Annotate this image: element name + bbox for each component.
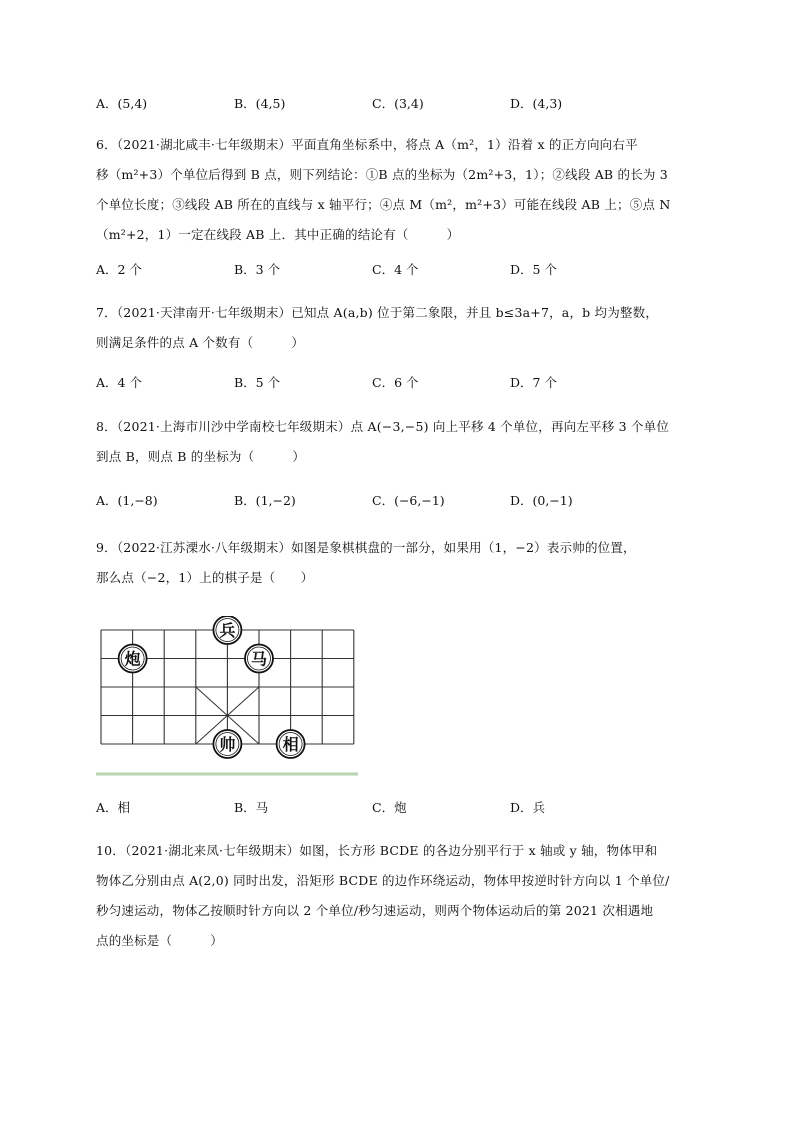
q9-option-c[interactable]: C．炮: [372, 800, 407, 815]
q5-option-d[interactable]: D．(4,3): [510, 96, 563, 111]
q7-line-2: 则满足条件的点 A 个数有（ ）: [96, 335, 305, 350]
q6-line-2: 移（m²+3）个单位后得到 B 点，则下列结论：①B 点的坐标为（2m²+3，1）；②线段 AB 的长为 3: [96, 167, 668, 182]
question-8: [96, 412, 710, 472]
q7-line-1: 7．（2021·天津南开·七年级期末）已知点 A(a,b) 位于第二象限，并且 b≤3a+7，a，b 均为整数，: [96, 305, 659, 320]
q6-line-4: （m²+2，1）一定在线段 AB 上．其中正确的结论有（ ）: [96, 227, 460, 242]
q10-line-2: 物体乙分别由点 A(2,0) 同时出发，沿矩形 BCDE 的边作环绕运动，物体甲按逆时针方向以 1 个单位/: [96, 873, 670, 888]
q8-option-b[interactable]: B．(1,−2): [234, 493, 296, 508]
q7-option-b[interactable]: B．5 个: [234, 375, 281, 390]
question-7: [96, 298, 710, 358]
q7-option-d[interactable]: D．7 个: [510, 375, 557, 390]
q6-option-c[interactable]: C．4 个: [372, 262, 419, 277]
chess-piece-label: 相: [282, 735, 299, 754]
chess-piece-label: 炮: [124, 649, 141, 669]
q10-line-1: 10．（2021·湖北来凤·七年级期末）如图，长方形 BCDE 的各边分别平行于 x 轴或 y 轴，物体甲和: [96, 843, 658, 858]
q5-option-b[interactable]: B．(4,5): [234, 96, 286, 111]
question-9: [96, 533, 710, 593]
q10-line-3: 秒匀速运动，物体乙按顺时针方向以 2 个单位/秒匀速运动，则两个物体运动后的第 2021 次相遇地: [96, 903, 654, 918]
q6-line-3: 个单位长度；③线段 AB 所在的直线与 x 轴平行；④点 M（m²，m²+3）可能在线段 AB 上；⑤点 N: [96, 197, 671, 212]
q9-option-b[interactable]: B．马: [234, 800, 269, 815]
q8-option-a[interactable]: A．(1,−8): [96, 493, 158, 508]
q7-option-c[interactable]: C．6 个: [372, 375, 419, 390]
q6-line-1: 6．（2021·湖北咸丰·七年级期末）平面直角坐标系中，将点 A（m²，1）沿着 x 的正方向向右平: [96, 137, 638, 152]
q8-option-d[interactable]: D．(0,−1): [510, 493, 573, 508]
q8-line-2: 到点 B，则点 B 的坐标为（ ）: [96, 449, 306, 464]
chess-piece-label: 马: [250, 649, 268, 669]
q6-option-b[interactable]: B．3 个: [234, 262, 281, 277]
q9-option-a[interactable]: A．相: [96, 800, 131, 815]
q7-option-a[interactable]: A．4 个: [96, 375, 142, 390]
question-10: [96, 836, 710, 956]
q5-option-a[interactable]: A．(5,4): [96, 96, 148, 111]
xiangqi-board-figure: [96, 616, 358, 778]
chess-piece-label: 兵: [219, 621, 236, 640]
q8-line-1: 8．（2021·上海市川沙中学南校七年级期末）点 A(−3,−5) 向上平移 4 个单位，再向左平移 3 个单位: [96, 419, 670, 434]
q9-line-2: 那么点（−2，1）上的棋子是（ ）: [96, 570, 314, 585]
q9-line-1: 9．（2022·江苏溧水·八年级期末）如图是象棋棋盘的一部分，如果用（1，−2）表示帅的位置，: [96, 540, 636, 555]
question-6: [96, 130, 710, 250]
q8-option-c[interactable]: C．(−6,−1): [372, 493, 445, 508]
chess-piece-label: 帅: [219, 735, 236, 754]
q10-line-4: 点的坐标是（ ）: [96, 933, 224, 948]
q6-option-a[interactable]: A．2 个: [96, 262, 142, 277]
q6-option-d[interactable]: D．5 个: [510, 262, 557, 277]
q9-option-d[interactable]: D．兵: [510, 800, 546, 815]
q5-option-c[interactable]: C．(3,4): [372, 96, 424, 111]
